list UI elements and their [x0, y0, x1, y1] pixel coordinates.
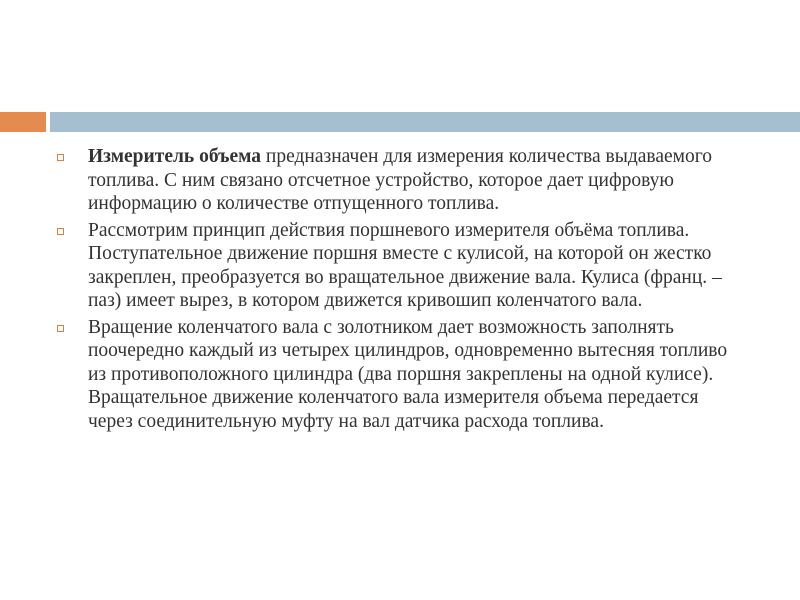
bullet-item-3 — [53, 316, 733, 434]
bullet-body: Рассмотрим принцип действия поршневого измерителя объёма топлива. Поступательное движение поршня вместе с кулисой, на которой он жестко закреплен, преобразуется во вращательное движение вала. Кулиса (франц. – паз) имеет вырез, в котором движется кривошип коленчатого вала. — [88, 219, 722, 311]
square-bullet-icon — [57, 228, 64, 235]
bullet-body: Вращение коленчатого вала с золотником дает возможность заполнять поочередно каждый из четырех цилиндров, одновременно вытесняя топливо из противоположного цилиндра (два поршня закреплены на одной кулисе). Вращательное движение коленчатого вала измерителя объема передается через соединительную муфту на вал датчика расхода топлива. — [88, 316, 728, 432]
accent-bar-orange — [0, 112, 46, 132]
accent-bar-blue — [50, 112, 800, 132]
bullet-text — [88, 317, 727, 432]
bullet-item-1 — [53, 145, 733, 216]
bullet-bold-term: Измеритель объема — [88, 146, 262, 167]
bullet-text — [88, 146, 712, 214]
square-bullet-icon — [57, 154, 64, 161]
bullet-item-2 — [53, 219, 733, 313]
square-bullet-icon — [57, 325, 64, 332]
bullet-body: предназначен для измерения количества выдаваемого топлива. С ним связано отсчетное устройство, которое дает цифровую информацию о количестве отпущенного топлива. — [88, 146, 713, 214]
slide-content — [53, 145, 733, 436]
bullet-text — [88, 220, 722, 312]
